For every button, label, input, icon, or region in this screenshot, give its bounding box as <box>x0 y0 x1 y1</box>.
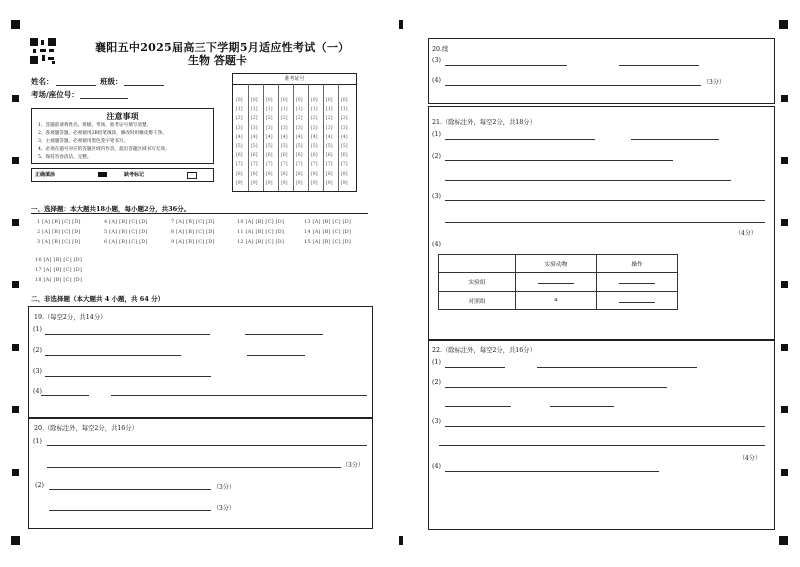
qr-code <box>30 38 56 64</box>
q20-score-note: （3分） <box>213 505 235 512</box>
q19-box <box>28 306 373 418</box>
q22-box <box>428 340 775 530</box>
q20-score-note: （3分） <box>703 79 725 86</box>
choice-question-6[interactable]: 6 [A] [B] [C] [D] <box>104 239 148 245</box>
zhunkao-digit-bubble[interactable]: [5] <box>251 144 258 149</box>
choice-question-9[interactable]: 9 [A] [B] [C] [D] <box>171 239 215 245</box>
zhunkao-digit-bubble[interactable]: [6] <box>236 153 243 159</box>
q22-part3-label: (3) <box>432 418 441 425</box>
q22-answer-line[interactable] <box>445 367 505 368</box>
zhunkao-digit-bubble[interactable]: [0] <box>281 98 288 103</box>
corner-mark-tr <box>779 20 788 29</box>
q21-answer-line[interactable] <box>445 139 595 140</box>
zhunkao-digit-bubble[interactable]: [1] <box>281 107 288 113</box>
notice-title: 注意事项 <box>106 111 139 121</box>
zhunkao-digit-bubble[interactable]: [9] <box>341 180 348 186</box>
zhunkao-digit-bubble[interactable]: [8] <box>341 171 348 177</box>
zhunkao-label: 准考证号 <box>233 74 356 85</box>
table-cell-input[interactable] <box>597 273 678 291</box>
q21-answer-line[interactable] <box>445 200 765 201</box>
class-label: 班级： <box>100 77 123 86</box>
zhunkao-digit-bubble[interactable]: [6] <box>326 153 333 159</box>
choice-question-17[interactable]: 17 [A] [B] [C] [D] <box>35 267 83 273</box>
q22-part1-label: (1) <box>432 359 441 366</box>
zhunkao-digit-bubble[interactable]: [2] <box>296 116 303 122</box>
page-subtitle: 生物 答题卡 <box>188 54 247 67</box>
zhunkao-digit-bubble[interactable]: [0] <box>341 98 348 103</box>
timing-mark <box>12 219 19 226</box>
zhunkao-digit-bubble[interactable]: [8] <box>236 171 243 177</box>
q20-part3-label: (3) <box>432 57 441 64</box>
choice-question-7[interactable]: 7 [A] [B] [C] [D] <box>171 219 215 225</box>
zhunkao-digit-bubble[interactable]: [7] <box>251 162 258 168</box>
q20-box <box>28 418 373 529</box>
room-label: 考场/座位号： <box>31 90 79 99</box>
q19-answer-line[interactable] <box>245 334 323 335</box>
q21-answer-line[interactable] <box>445 160 673 161</box>
timing-mark <box>781 95 788 102</box>
zhunkao-digit-bubble[interactable]: [1] <box>296 107 303 113</box>
q21-part4-label: (4) <box>432 241 441 248</box>
zhunkao-digit-bubble[interactable]: [3] <box>266 125 273 131</box>
zhunkao-digit-bubble[interactable]: [0] <box>266 98 273 103</box>
zhunkao-digit-bubble[interactable]: [5] <box>296 144 303 149</box>
zhunkao-digit-bubble[interactable]: [6] <box>281 153 288 159</box>
zhunkao-digit-bubble[interactable]: [9] <box>266 180 273 186</box>
choice-question-15[interactable]: 15 [A] [B] [C] [D] <box>304 239 352 245</box>
zhunkao-digit-bubble[interactable]: [5] <box>311 144 318 149</box>
zhunkao-digit-bubble[interactable]: [1] <box>311 107 318 113</box>
q21-head: 21.（除标注外，每空2分，共18分） <box>432 119 536 126</box>
q20-answer-line[interactable] <box>445 85 701 86</box>
zhunkao-digit-bubble[interactable]: [9] <box>251 180 258 186</box>
section1-title: 一、选择题：本大题共18小题，每小题2分，共36分。 <box>31 205 191 213</box>
q22-answer-line[interactable] <box>445 426 765 427</box>
table-cell-input[interactable] <box>597 291 678 309</box>
zhunkao-digit-bubble[interactable]: [9] <box>296 180 303 186</box>
notice-item: 3、主观题答题，必须使用黑色签字笔书写。 <box>38 139 129 144</box>
q19-answer-line[interactable] <box>111 395 367 396</box>
timing-mark-center <box>399 20 403 29</box>
timing-mark <box>12 469 19 476</box>
q21-answer-line[interactable] <box>445 180 731 181</box>
zhunkao-digit-bubble[interactable]: [2] <box>326 116 333 122</box>
notice-item: 2、客观题答题，必须使用2B铅笔填涂，修改时用橡皮擦干净。 <box>38 131 167 136</box>
q20-answer-line[interactable] <box>619 65 699 66</box>
choice-question-5[interactable]: 5 [A] [B] [C] [D] <box>104 229 148 235</box>
timing-mark <box>12 344 19 351</box>
table-cell-input[interactable] <box>516 273 597 291</box>
zhunkao-digit-bubble[interactable]: [8] <box>251 171 258 177</box>
corner-mark-bl <box>11 536 20 545</box>
q22-score-note: （4分） <box>739 455 761 462</box>
fill-example-box <box>31 168 214 182</box>
choice-question-2[interactable]: 2 [A] [B] [C] [D] <box>37 229 81 235</box>
zhunkao-digit-bubble[interactable]: [2] <box>251 116 258 122</box>
q20-answer-line[interactable] <box>47 445 367 446</box>
zhunkao-digit-bubble[interactable]: [7] <box>296 162 303 168</box>
timing-mark <box>12 281 19 288</box>
zhunkao-digit-bubble[interactable]: [3] <box>251 125 258 131</box>
q20-head: 20.（除标注外，每空2分，共16分） <box>34 425 138 432</box>
zhunkao-digit-bubble[interactable]: [6] <box>296 153 303 159</box>
q22-part4-label: (4) <box>432 463 441 470</box>
zhunkao-digit-bubble[interactable]: [2] <box>281 116 288 122</box>
zhunkao-digit-bubble[interactable]: [3] <box>281 125 288 131</box>
timing-mark-center <box>399 536 403 545</box>
zhunkao-digit-bubble[interactable]: [4] <box>311 134 318 140</box>
timing-mark <box>781 157 788 164</box>
notice-item: 5、保持答卷清洁、完整。 <box>38 155 92 160</box>
zhunkao-digit-bubble[interactable]: [8] <box>311 171 318 177</box>
zhunkao-digit-bubble[interactable]: [4] <box>341 134 348 140</box>
class-field[interactable] <box>124 85 164 86</box>
choice-question-12[interactable]: 12 [A] [B] [C] [D] <box>237 239 285 245</box>
zhunkao-grid <box>232 73 357 192</box>
zhunkao-digit-bubble[interactable]: [6] <box>341 153 348 159</box>
zhunkao-digit-bubble[interactable]: [7] <box>281 162 288 168</box>
q22-answer-line[interactable] <box>537 367 697 368</box>
zhunkao-digit-bubble[interactable]: [1] <box>251 107 258 113</box>
q20-answer-line[interactable] <box>445 65 567 66</box>
zhunkao-digit-bubble[interactable]: [0] <box>311 98 318 103</box>
zhunkao-digit-bubble[interactable]: [1] <box>326 107 333 113</box>
zhunkao-digit-bubble[interactable]: [0] <box>236 98 243 103</box>
correct-fill-label: 正确填涂 <box>35 172 56 178</box>
zhunkao-digit-bubble[interactable]: [1] <box>236 107 243 113</box>
q19-answer-line[interactable] <box>45 355 181 356</box>
correct-fill-sample <box>98 172 107 177</box>
zhunkao-digit-bubble[interactable]: [3] <box>341 125 348 131</box>
choice-question-1[interactable]: 1 [A] [B] [C] [D] <box>37 219 81 225</box>
zhunkao-digit-bubble[interactable]: [3] <box>296 125 303 131</box>
zhunkao-digit-bubble[interactable]: [8] <box>296 171 303 177</box>
zhunkao-digit-bubble[interactable]: [7] <box>311 162 318 168</box>
corner-mark-br <box>779 536 788 545</box>
name-field[interactable] <box>56 85 96 86</box>
zhunkao-digit-bubble[interactable]: [3] <box>311 125 318 131</box>
zhunkao-digit-bubble[interactable]: [6] <box>266 153 273 159</box>
q19-answer-line[interactable] <box>45 376 211 377</box>
zhunkao-digit-bubble[interactable]: [9] <box>236 180 243 186</box>
notice-item: 4、必须在题号对应的答题区域内作答，超出答题区域书写无效。 <box>38 147 170 152</box>
q19-answer-line[interactable] <box>41 395 89 396</box>
q19-part4-label: (4) <box>33 388 42 395</box>
q21-experiment-table <box>438 254 678 310</box>
q21-part3-label: (3) <box>432 193 441 200</box>
choice-question-11[interactable]: 11 [A] [B] [C] [D] <box>237 229 285 235</box>
q22-answer-line[interactable] <box>445 471 659 472</box>
choice-question-18[interactable]: 18 [A] [B] [C] [D] <box>35 277 83 283</box>
table-cell-value: a <box>516 291 597 309</box>
zhunkao-digit-bubble[interactable]: [4] <box>251 134 258 140</box>
q22-answer-line[interactable] <box>439 445 765 446</box>
q20-continued-box <box>428 38 775 104</box>
name-label: 姓名： <box>31 77 54 86</box>
zhunkao-digit-bubble[interactable]: [8] <box>326 171 333 177</box>
zhunkao-digit-bubble[interactable]: [7] <box>236 162 243 168</box>
q22-answer-line[interactable] <box>550 406 614 407</box>
q19-head: 19.（每空2分，共14分） <box>34 314 107 321</box>
table-header-operation: 操作 <box>597 255 678 273</box>
q22-head: 22.（除标注外，每空2分，共16分） <box>432 347 536 354</box>
q21-score-note: （4分） <box>735 230 757 237</box>
zhunkao-digit-bubble[interactable]: [6] <box>311 153 318 159</box>
choice-question-3[interactable]: 3 [A] [B] [C] [D] <box>37 239 81 245</box>
section2-title: 二、非选择题（本大题共 4 小题，共 64 分） <box>31 295 165 303</box>
choice-question-4[interactable]: 4 [A] [B] [C] [D] <box>104 219 148 225</box>
zhunkao-digit-bubble[interactable]: [5] <box>341 144 348 149</box>
q20-continued-head: 20.续 <box>432 46 449 53</box>
q21-part2-label: (2) <box>432 153 441 160</box>
zhunkao-digit-bubble[interactable]: [5] <box>326 144 333 149</box>
zhunkao-digit-bubble[interactable]: [8] <box>266 171 273 177</box>
timing-mark <box>12 406 19 413</box>
timing-mark <box>781 406 788 413</box>
zhunkao-digit-bubble[interactable]: [3] <box>236 125 243 131</box>
zhunkao-digit-bubble[interactable]: [2] <box>311 116 318 122</box>
timing-mark <box>781 219 788 226</box>
absent-mark-label: 缺考标记 <box>124 172 145 178</box>
room-field[interactable] <box>80 98 128 99</box>
zhunkao-digit-bubble[interactable]: [0] <box>326 98 333 103</box>
q20-score-note: （3分） <box>342 462 364 469</box>
zhunkao-digit-bubble[interactable]: [1] <box>266 107 273 113</box>
q21-answer-line[interactable] <box>631 139 719 140</box>
q19-answer-line[interactable] <box>45 334 210 335</box>
zhunkao-digit-bubble[interactable]: [5] <box>266 144 273 149</box>
choice-question-14[interactable]: 14 [A] [B] [C] [D] <box>304 229 352 235</box>
zhunkao-digit-bubble[interactable]: [4] <box>236 134 243 140</box>
q21-part1-label: (1) <box>432 131 441 138</box>
q20-answer-line[interactable] <box>49 489 211 490</box>
zhunkao-digit-bubble[interactable]: [4] <box>296 134 303 140</box>
q19-part2-label: (2) <box>33 347 42 354</box>
q20-answer-line[interactable] <box>49 510 211 511</box>
zhunkao-digit-bubble[interactable]: [7] <box>341 162 348 168</box>
q21-answer-line[interactable] <box>445 222 765 223</box>
zhunkao-digit-bubble[interactable]: [5] <box>236 144 243 149</box>
zhunkao-digit-bubble[interactable]: [1] <box>341 107 348 113</box>
table-row-control: 对照组 <box>439 291 516 309</box>
corner-mark-tl <box>11 20 20 29</box>
q22-part2-label: (2) <box>432 379 441 386</box>
zhunkao-digit-bubble[interactable]: [6] <box>251 153 258 159</box>
choice-question-13[interactable]: 13 [A] [B] [C] [D] <box>304 219 352 225</box>
zhunkao-digit-bubble[interactable]: [9] <box>311 180 318 186</box>
q19-answer-line[interactable] <box>247 355 305 356</box>
zhunkao-digit-bubble[interactable]: [8] <box>281 171 288 177</box>
q20-answer-line[interactable] <box>47 467 341 468</box>
timing-mark <box>781 344 788 351</box>
q19-part1-label: (1) <box>33 326 42 333</box>
page-title: 襄阳五中2025届高三下学期5月适应性考试（一） <box>95 41 350 54</box>
timing-mark <box>12 95 19 102</box>
zhunkao-digit-bubble[interactable]: [3] <box>326 125 333 131</box>
absent-mark-checkbox[interactable] <box>187 172 197 179</box>
zhunkao-digit-bubble[interactable]: [9] <box>326 180 333 186</box>
timing-mark <box>781 281 788 288</box>
notice-item: 1、答题前请将姓名、班级、考场、准考证号填写清楚。 <box>38 123 152 128</box>
zhunkao-digit-bubble[interactable]: [0] <box>251 98 258 103</box>
q20-part4-label: (4) <box>432 77 441 84</box>
q20-part2-label: (2) <box>35 482 44 489</box>
timing-mark <box>12 157 19 164</box>
zhunkao-digit-bubble[interactable]: [0] <box>296 98 303 103</box>
notice-box <box>31 108 214 164</box>
table-header-animal: 实验动物 <box>516 255 597 273</box>
zhunkao-digit-bubble[interactable]: [9] <box>281 180 288 186</box>
zhunkao-digit-bubble[interactable]: [4] <box>266 134 273 140</box>
q20-part1-label: (1) <box>33 438 42 445</box>
zhunkao-digit-bubble[interactable]: [4] <box>326 134 333 140</box>
choice-question-16[interactable]: 16 [A] [B] [C] [D] <box>35 257 83 263</box>
zhunkao-digit-bubble[interactable]: [4] <box>281 134 288 140</box>
zhunkao-digit-bubble[interactable]: [7] <box>266 162 273 168</box>
zhunkao-digit-bubble[interactable]: [2] <box>266 116 273 122</box>
choice-question-8[interactable]: 8 [A] [B] [C] [D] <box>171 229 215 235</box>
zhunkao-digit-bubble[interactable]: [7] <box>326 162 333 168</box>
table-row-experimental: 实验组 <box>439 273 516 291</box>
choice-question-10[interactable]: 10 [A] [B] [C] [D] <box>237 219 285 225</box>
zhunkao-digit-bubble[interactable]: [2] <box>236 116 243 122</box>
q20-score-note: （3分） <box>213 484 235 491</box>
zhunkao-digit-bubble[interactable]: [2] <box>341 116 348 122</box>
q19-part3-label: (3) <box>33 368 42 375</box>
q22-answer-line[interactable] <box>445 406 511 407</box>
zhunkao-digit-bubble[interactable]: [5] <box>281 144 288 149</box>
timing-mark <box>781 469 788 476</box>
q22-answer-line[interactable] <box>445 387 667 388</box>
